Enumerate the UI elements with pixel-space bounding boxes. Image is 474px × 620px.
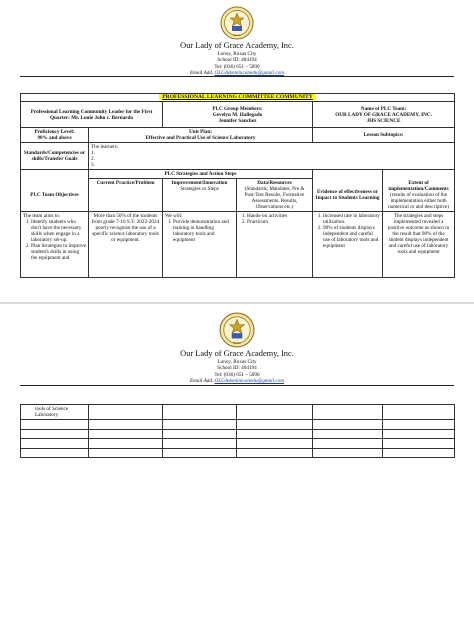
col-data-sub: (Standards, Mandates, Pre & Post-Test Results, Formative Assessments, Results, Observations etc.)	[244, 186, 305, 210]
unit-plan	[89, 128, 313, 143]
unit-plan-row	[21, 128, 455, 143]
school-seal-logo	[220, 6, 254, 40]
improvement-intro: We will:	[165, 213, 183, 219]
school-address: Lonoy, Roxas City	[217, 51, 257, 57]
continuation-cell: tools of Science Laboratory	[21, 405, 89, 420]
col-improvement-title: Improvement/Innovation	[171, 180, 228, 186]
col-data-title: Data/Resources	[257, 180, 292, 186]
lesson-subtopics: Lesson Subtopics:	[313, 128, 455, 143]
table-row	[21, 405, 455, 420]
header-divider	[20, 76, 454, 77]
standards-label: Standards/Competencies or skills/Transfer Goals	[21, 143, 89, 170]
plc-team-name	[313, 102, 455, 128]
data-item: 2. Practicum	[247, 219, 310, 225]
table-title: PROFESSIONAL LEARNING COMMITTEE COMMUNITY	[159, 94, 316, 100]
table-row	[21, 448, 455, 458]
col-data	[237, 179, 313, 212]
letterhead	[0, 312, 474, 384]
letterhead	[0, 6, 474, 76]
school-id: School ID: 404194	[217, 365, 257, 372]
col-extent	[383, 179, 455, 212]
learners-list	[91, 150, 452, 168]
team-name: OUR LADY OF GRACE ACADEMY, INC.	[335, 111, 432, 118]
col-current: Current Practice/Problem	[89, 179, 163, 212]
extent-cell: The strategies and steps implemented revealed a positive outcome as shown in the result that 90% of the student displays independent and careful use of laboratory tools and equipment	[383, 212, 455, 278]
plc-group-members	[163, 102, 313, 128]
col-objectives: PLC Team Objectives	[21, 179, 89, 212]
col-extent-title: Extent of implementation/Comments	[388, 179, 449, 192]
strategies-header: PLC Strategies and Action Steps	[89, 170, 313, 179]
table-row	[21, 439, 455, 449]
school-tel: Tel: (036) 651 – 5090	[214, 63, 260, 70]
column-header-row	[21, 179, 455, 212]
improvement-list	[165, 219, 234, 243]
col-improvement	[163, 179, 237, 212]
learners-item: 2.	[91, 156, 95, 162]
data-list	[239, 213, 310, 225]
improvement-item: 1. Provide demonstration and training in handling laboratory tools and equipment	[173, 219, 234, 243]
plc-leader: Professional Learning Community Leader for the First Quarter: Mr. Louie John c. Bernardo	[21, 102, 163, 128]
evidence-item: 1. Increased rate in laboratory utilization.	[323, 213, 380, 225]
col-improvement-sub: Strategies or Steps	[180, 186, 219, 192]
svg-text:OLGA: OLGA	[233, 34, 241, 37]
table-row	[21, 420, 455, 430]
learners-item: 3.	[91, 162, 95, 168]
email-link[interactable]: OLGAdominicanedu@gmail.com	[214, 69, 284, 76]
school-name: Our Lady of Grace Academy, Inc.	[180, 349, 294, 358]
evidence-cell	[313, 212, 383, 278]
group-members-label: PLC Group Members:	[212, 105, 263, 112]
objectives-intro: The team aims to:	[23, 213, 61, 219]
proficiency-label: Proficiency Level:	[34, 129, 75, 135]
team-subject: JHS SCIENCE	[366, 117, 401, 124]
school-name: Our Lady of Grace Academy, Inc.	[180, 41, 294, 50]
improvement-cell	[163, 212, 237, 278]
school-address: Lonoy, Roxas City	[217, 359, 257, 365]
team-name-label: Name of PLC Team:	[360, 105, 407, 112]
evidence-list	[315, 213, 380, 249]
email-label: Email Add.	[189, 377, 214, 384]
email-link[interactable]: OLGAdominicanedu@gmail.com	[214, 377, 284, 384]
objectives-cell	[21, 212, 89, 278]
learners-label: The learners:	[91, 144, 119, 150]
proficiency-value: 90% and above	[37, 135, 72, 141]
strategies-header-row	[21, 170, 455, 179]
document-page-2	[0, 304, 474, 620]
learners-item: 1.	[91, 150, 95, 156]
evidence-item: 2. 90% of students displays independent and careful use of laboratory tools and equipment	[323, 225, 380, 249]
unit-plan-label: Unit Plan:	[189, 129, 212, 135]
table-row	[21, 429, 455, 439]
content-row	[21, 212, 455, 278]
data-resources-cell	[237, 212, 313, 278]
data-item: 1. Hands-on activities	[247, 213, 310, 219]
standards-row	[21, 143, 455, 170]
school-email-line	[0, 378, 474, 384]
group-member: Gevelyn M. Hallegado	[212, 111, 263, 118]
school-seal-logo	[219, 312, 255, 348]
unit-plan-value: Effective and Practical Use of Science Laboratory	[145, 135, 256, 141]
svg-text:OLGA: OLGA	[233, 340, 241, 345]
proficiency-level	[21, 128, 89, 143]
school-id: School ID: 404194	[217, 57, 257, 64]
continuation-table	[20, 404, 455, 458]
header-divider	[20, 385, 454, 386]
objective-item: 1. Identify students who don't have the necessary skills when engage in a laboratory set-up.	[31, 219, 86, 243]
objective-item: 2. Plan Strategies to improve student's skills in using the equipment and	[31, 243, 86, 261]
email-label: Email Add.	[189, 69, 214, 76]
plc-table	[20, 93, 455, 278]
learners-cell	[89, 143, 455, 170]
document-page-1	[0, 0, 474, 302]
col-evidence: Evidence of effectiveness or Impact to Students Learning	[313, 179, 383, 212]
group-member: Jennifer Sanchez	[218, 117, 257, 124]
objectives-list	[23, 219, 86, 261]
current-practice-cell: More than 50% of the students from grade 7-10 S.Y. 2023-2024 poorly recognize the use of a specific science laboratory tools or equipment.	[89, 212, 163, 278]
team-info-row	[21, 102, 455, 128]
title-row	[21, 94, 455, 102]
col-extent-sub: (results of evaluation of the implementation either both numerical or and descriptive)	[388, 191, 449, 210]
school-tel: Tel: (036) 651 – 5090	[214, 371, 260, 378]
